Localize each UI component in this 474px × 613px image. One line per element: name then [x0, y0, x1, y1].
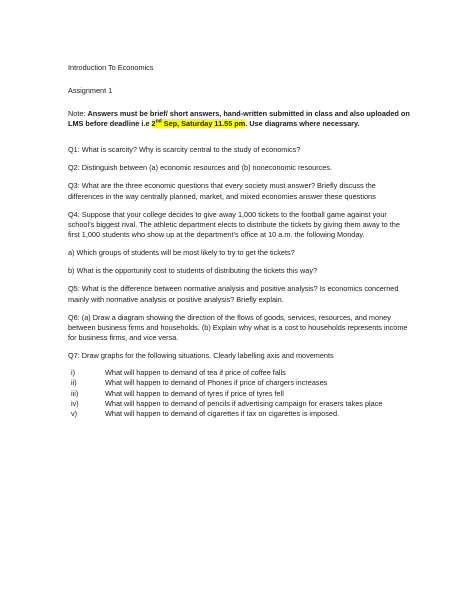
- question-q6: Q6: (a) Draw a diagram showing the direction of the flows of goods, services, resources, and money between business firms and households. (b) Explain why what is a cost to households represents income for business firms, and vice versa.: [68, 312, 408, 343]
- question-q2: Q2: Distinguish between (a) economic resources and (b) noneconomic resources.: [68, 163, 333, 173]
- question-q5: Q5: What is the difference between normative analysis and positive analysis? Is economics concerned mainly with normative analysis or positive analysis? Briefly explain.: [68, 284, 399, 304]
- list-item-text: What will happen to demand of cigarettes if tax on cigarettes is imposed.: [105, 409, 340, 419]
- deadline-rest: Sep, Saturday 11.55 pm: [161, 119, 246, 128]
- list-item-text: What will happen to demand of tea if price of coffee falls: [105, 368, 286, 378]
- note-prefix: Note:: [68, 108, 88, 118]
- question-q4-a: a) Which groups of students will be most likely to try to get the tickets?: [68, 248, 295, 258]
- assignment-heading: Assignment 1: [68, 86, 113, 95]
- question-q4: Q4: Suppose that your college decides to give away 1,000 tickets to the football game against your school’s biggest rival. The athletic department elects to distribute the tickets by giving them away to the first 1,000 students who show up at the department’s office at 10 a.m. the following Monday.: [68, 209, 400, 240]
- assignment-note: [68, 109, 413, 130]
- note-instructions: Answers must be brief/ short answers, hand-written submitted in class and also uploaded on LMS before deadline i.e: [68, 108, 410, 128]
- list-item-text: What will happen to demand of tyres if price of tyres fell: [105, 388, 284, 398]
- list-item: [68, 378, 413, 388]
- document-body: [68, 63, 413, 420]
- question-q4-b: b) What is the opportunity cost to students of distributing the tickets this way?: [68, 266, 318, 276]
- list-item-text: What will happen to demand of pencils if advertising campaign for erasers takes place: [105, 398, 383, 408]
- list-item-number: iv): [71, 398, 79, 408]
- list-item-number: ii): [71, 378, 77, 388]
- course-title: Introduction To Economics: [68, 63, 154, 72]
- question-q7: Q7: Draw graphs for the following situations. Clearly labelling axis and movements: [68, 351, 334, 361]
- list-item-number: i): [71, 368, 76, 378]
- list-item-number: v): [71, 409, 78, 419]
- q7-item-list: [68, 368, 413, 419]
- question-q1: Q1: What is scarcity? Why is scarcity central to the study of economics?: [68, 145, 301, 155]
- note-closing: . Use diagrams where necessary.: [245, 119, 360, 128]
- list-item-number: iii): [71, 388, 79, 398]
- question-q3: Q3: What are the three economic questions that every society must answer? Briefly discuss the differences in the way centrally planned, market, and mixed economies answer these questions: [68, 181, 376, 201]
- list-item-text: What will happen to demand of Phones if price of chargers increases: [105, 378, 328, 388]
- list-item: [68, 368, 413, 378]
- list-item: [68, 409, 413, 419]
- deadline-highlight: [152, 119, 246, 128]
- list-item: [68, 389, 413, 399]
- deadline-day: 2: [151, 119, 156, 128]
- list-item: [68, 399, 413, 409]
- deadline-superscript: nd: [155, 118, 162, 125]
